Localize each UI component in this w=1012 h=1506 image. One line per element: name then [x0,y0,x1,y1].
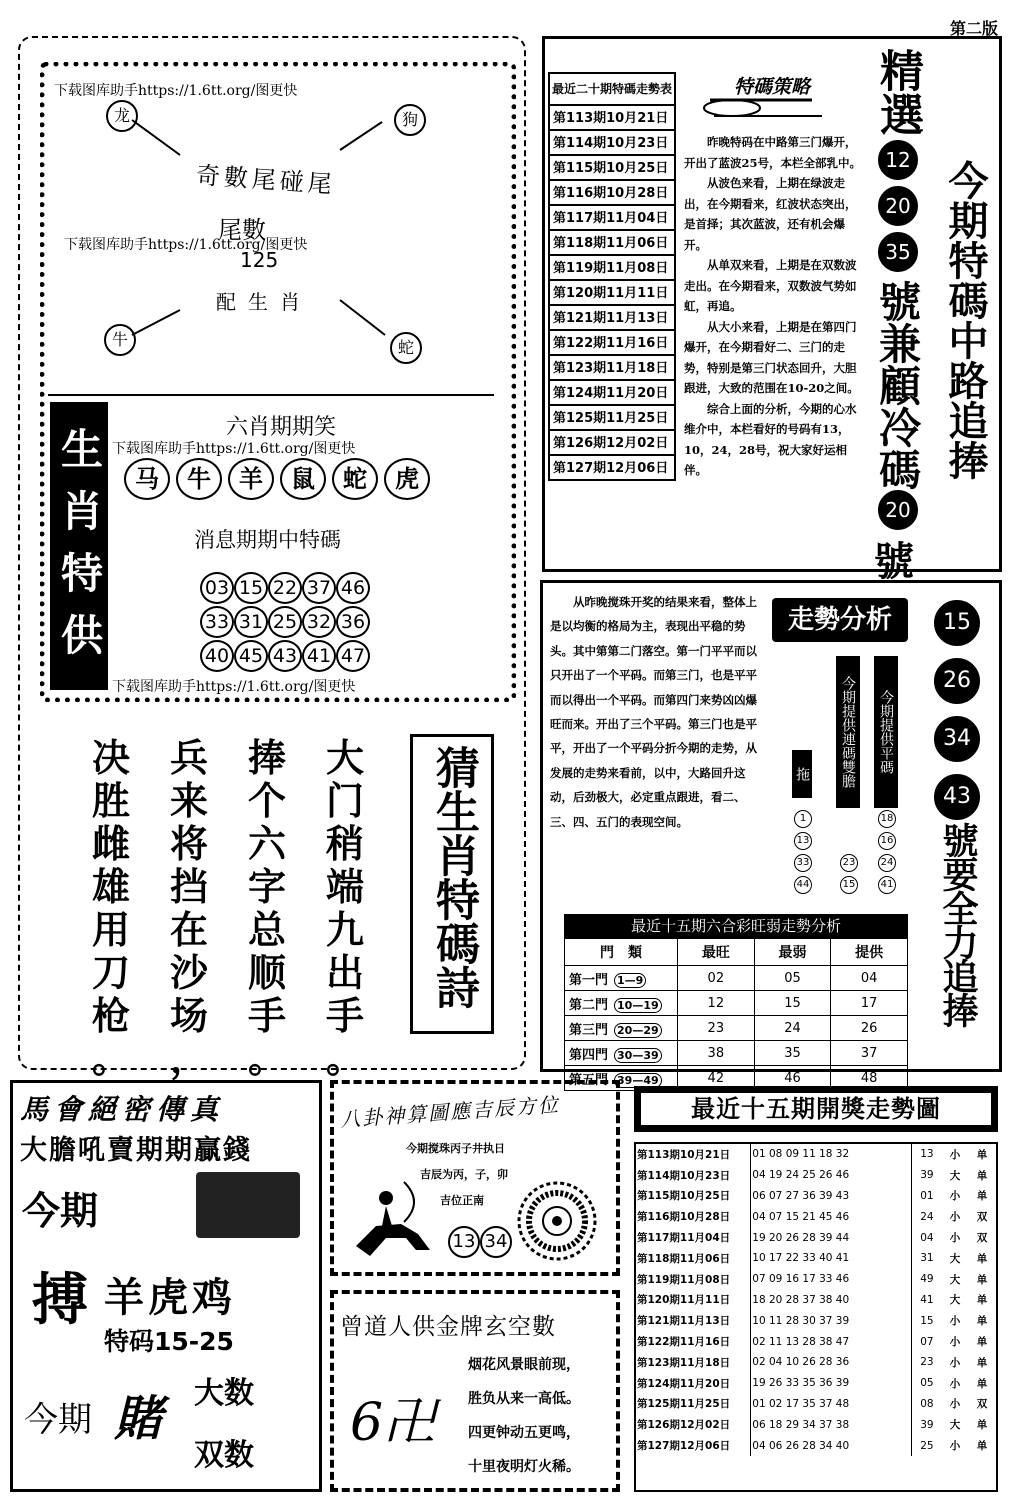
god-line2: 吉辰为丙，子，卯 [420,1168,508,1181]
trend-number: 16 [878,832,896,850]
history-cell: 第122期11月16日 [636,1331,751,1352]
trend-number: 24 [878,854,896,872]
number-ball: 41 [302,640,336,672]
history-cell: 小 [949,1336,961,1349]
tuo-list [794,810,814,898]
history-cell: 18 20 28 37 38 40 [751,1290,912,1311]
period-row: 第126期12月02日 [548,431,676,456]
table-cell: 17 [831,991,908,1016]
poem-title-box [410,734,494,1034]
history-row [636,1394,996,1415]
period-header: 最近二十期特碼走勢表 [548,72,676,106]
poem-char: 手 [325,993,364,1038]
col-tuo-label: 拖 [792,750,812,798]
history-cell: 小 [949,1356,961,1369]
number-ball: 31 [234,606,268,638]
history-cell: 39 [920,1169,934,1182]
watermark: 下载图库助手https://1.6tt.org/图更快 [112,441,356,457]
history-cell: 07 09 16 17 33 46 [751,1269,912,1290]
number-ball: 45 [234,640,268,672]
poem-char: 。 [247,1036,286,1081]
history-cell: 01 02 17 35 37 48 [751,1394,912,1415]
trend-number: 15 [840,876,858,894]
poem-char: 大 [325,735,364,780]
history-cell: 04 06 26 28 34 40 [751,1435,912,1456]
table-header: 最弱 [754,939,831,966]
animal-row [124,458,430,500]
gold-signature: 6卍 [350,1393,436,1453]
history-cell: 小 [949,1315,961,1328]
animal-chip: 马 [124,458,170,500]
zodiac-ox: 牛 [104,324,136,356]
bagua-icon [516,1180,598,1262]
history-cell: 02 04 10 26 28 36 [751,1352,912,1373]
fax-line1: 馬會絕密傳真 [20,1093,225,1126]
history-cell: 01 [920,1189,934,1202]
zodiac-dog: 狗 [394,104,426,136]
table-header: 提供 [831,939,908,966]
history-cell: 小 [949,1440,961,1453]
god-ball: 13 [448,1226,480,1258]
tail-zodiac-label: 配生肖 [216,290,312,314]
jingxuan-ball: 12 [878,140,918,180]
period-row: 第113期10月21日 [548,106,676,131]
history-cell: 小 [949,1211,961,1224]
history-row [636,1165,996,1186]
history-cell: 02 11 13 28 38 47 [751,1331,912,1352]
history-cell: 第126期12月02日 [636,1414,751,1435]
fax-big: 大数 [194,1376,254,1411]
zodiac-snake: 蛇 [390,332,422,364]
number-ball: 25 [268,606,302,638]
gate-range: 30—39 [614,1048,662,1063]
trend-number: 33 [794,854,812,872]
table-cell: 12 [678,991,755,1016]
table-cell: 04 [831,966,908,991]
period-row: 第118期11月06日 [548,231,676,256]
table-cell: 05 [754,966,831,991]
history-row [636,1227,996,1248]
period-row: 第123期11月18日 [548,356,676,381]
history-cell: 41 [920,1293,934,1306]
history-cell: 31 [920,1252,934,1265]
poem-char: 总 [247,907,286,952]
table-cell: 35 [754,1041,831,1066]
history-cell: 06 18 29 34 37 38 [751,1414,912,1435]
fax-image [196,1172,300,1238]
animal-chip: 蛇 [332,458,378,500]
poem-char: 捧 [247,735,286,780]
table-cell: 48 [831,1066,908,1091]
poem-char: 。 [91,1036,130,1081]
history-cell: 第116期10月28日 [636,1206,751,1227]
cold-ball: 20 [878,490,918,530]
history-row [636,1352,996,1373]
history-row [636,1269,996,1290]
number-ball: 15 [234,572,268,604]
history-cell: 第115期10月25日 [636,1186,751,1207]
history-cell: 双 [976,1232,988,1245]
period-row: 第120期11月11日 [548,281,676,306]
history-cell: 第127期12月06日 [636,1435,751,1456]
history-cell: 大 [949,1252,961,1265]
history-cell: 双 [976,1398,988,1411]
big-vertical-title: 今期特碼中路追捧 [942,160,988,480]
trend-number: 18 [878,810,896,828]
number-grid [200,572,370,672]
history-cell: 双 [976,1211,988,1224]
fax-today1: 今期 [22,1189,99,1233]
poem-char: 挡 [169,864,208,909]
history-row [636,1144,996,1165]
poem-char: 决 [91,735,130,780]
table-cell: 37 [831,1041,908,1066]
poem-char: ， [169,1036,208,1081]
trend-number: 13 [794,832,812,850]
history-cell: 第118期11月06日 [636,1248,751,1269]
history-cell: 小 [949,1232,961,1245]
history-table [636,1144,996,1456]
history-row [636,1373,996,1394]
col-ping-label: 今期提供平碼 [874,656,898,808]
history-title: 最近十五期開獎走勢圖 [641,1093,991,1125]
table-cell: 42 [678,1066,755,1091]
col-lian-label: 今期提供連碼雙膽 [836,656,860,808]
table-row [565,966,908,991]
history-cell: 小 [949,1148,961,1161]
poem-char: 沙 [169,950,208,995]
number-ball: 46 [336,572,370,604]
fax-du: 賭 [114,1391,163,1447]
poem-char: 在 [169,907,208,952]
table-row [565,991,908,1016]
pick-ball: 26 [934,658,980,704]
jingxuan-numbers [878,140,918,272]
table-cell: 38 [678,1041,755,1066]
jingxuan-ball: 35 [878,232,918,272]
trend-badge: 走勢分析 [772,598,908,642]
table-header: 門 類 [565,939,678,966]
history-cell: 19 20 26 28 39 44 [751,1227,912,1248]
fax-bo: 搏 [32,1267,88,1333]
poem-char: 雄 [91,864,130,909]
poem-char: 。 [325,1036,364,1081]
poem-char: 用 [91,907,130,952]
watermark: 下载图库助手https://1.6tt.org/图更快 [112,679,356,695]
animal-chip: 鼠 [280,458,326,500]
history-cell: 10 11 28 30 37 39 [751,1310,912,1331]
history-row [636,1414,996,1435]
poem-column [160,736,218,1080]
history-cell: 单 [976,1356,988,1369]
number-ball: 22 [268,572,302,604]
gold-line: 烟花风景眼前现， [468,1357,580,1373]
strategy-logo [702,72,842,122]
gold-line: 十里夜明灯火稀。 [468,1459,580,1475]
poem-char: 六 [247,821,286,866]
history-cell: 08 [920,1397,934,1410]
gate-range: 10—19 [614,998,662,1013]
strategy-text [684,132,862,481]
history-cell: 第125期11月25日 [636,1394,751,1415]
history-cell: 15 [920,1314,934,1327]
side-banner: 生肖特供 [50,402,108,690]
tail-number: 125 [240,248,279,272]
history-cell: 06 07 27 36 39 43 [751,1186,912,1207]
lian-list [840,854,860,898]
period-row: 第121期11月13日 [548,306,676,331]
poem-char: 兵 [169,735,208,780]
history-cell: 05 [920,1377,934,1390]
strength-table [564,938,908,1091]
pick-text: 號要全力追捧 [937,822,978,1026]
poem-column [238,736,296,1080]
poem-char: 雌 [91,821,130,866]
gate-name: 第二門 [569,997,609,1013]
table-cell [565,991,678,1016]
history-cell: 第119期11月08日 [636,1269,751,1290]
history-cell: 大 [949,1273,961,1286]
poem-char: 场 [169,993,208,1038]
history-row [636,1290,996,1311]
god-ball: 34 [480,1226,512,1258]
history-cell: 单 [976,1169,988,1182]
animal-chip: 羊 [228,458,274,500]
pick-numbers [934,600,982,820]
number-ball: 37 [302,572,336,604]
table-cell: 23 [678,1016,755,1041]
poem-char: 来 [169,778,208,823]
history-cell: 第124期11月20日 [636,1373,751,1394]
god-balls [448,1226,512,1258]
poem-char: 出 [325,950,364,995]
poem-char: 字 [247,864,286,909]
history-row [636,1248,996,1269]
gate-range: 39—49 [614,1073,662,1088]
history-cell: 第120期11月11日 [636,1290,751,1311]
history-cell: 单 [976,1440,988,1453]
history-cell: 第123期11月18日 [636,1352,751,1373]
table-row [565,1016,908,1041]
history-cell: 第121期11月13日 [636,1310,751,1331]
poem-char: 刀 [91,950,130,995]
special-subtitle: 消息期期中特碼 [194,528,341,552]
history-cell: 07 [920,1335,934,1348]
strategy-paragraph: 从波色来看，上期在绿波走出，在今期看来，红波状态突出，是首择；其次蓝波，还有机会爆开。 [684,176,857,252]
history-row [636,1186,996,1207]
history-cell: 单 [976,1419,988,1432]
trend-number: 41 [878,876,896,894]
god-line3: 吉位正南 [440,1194,484,1207]
table-cell: 46 [754,1066,831,1091]
history-cell: 单 [976,1294,988,1307]
history-cell: 24 [920,1210,934,1223]
number-ball: 32 [302,606,336,638]
period-row: 第122期11月16日 [548,331,676,356]
poem-char: 将 [169,821,208,866]
fax-double: 双数 [194,1438,254,1473]
history-cell: 单 [976,1336,988,1349]
god-title: 八卦神算圖應吉辰方位 [339,1092,561,1132]
strength-table-title: 最近十五期六合彩旺弱走勢分析 [564,914,908,938]
poem-grid [82,736,374,1080]
gate-name: 第四門 [569,1047,609,1063]
history-cell: 小 [949,1398,961,1411]
poem-char: 端 [325,864,364,909]
gold-title: 曾道人供金牌玄空數 [340,1314,556,1340]
number-ball: 36 [336,606,370,638]
history-cell: 01 08 09 11 18 32 [751,1144,912,1165]
history-cell: 小 [949,1377,961,1390]
poem-char: 手 [247,993,286,1038]
poem-char: 胜 [91,778,130,823]
history-cell: 第114期10月23日 [636,1165,751,1186]
table-header: 最旺 [678,939,755,966]
fax-animals: 羊虎鸡 [104,1274,236,1321]
trend-number: 44 [794,876,812,894]
history-row [636,1435,996,1456]
page-label: 第二版 [949,19,998,38]
poem-char: 稍 [325,821,364,866]
fax-special: 特码15-25 [104,1327,234,1356]
period-row: 第125期11月25日 [548,406,676,431]
history-cell: 单 [976,1315,988,1328]
poem-column [82,736,140,1080]
history-cell: 单 [976,1190,988,1203]
history-row [636,1206,996,1227]
history-cell: 39 [920,1418,934,1431]
pick-ball: 43 [934,774,980,820]
trend-number: 1 [794,810,812,828]
number-ball: 33 [200,606,234,638]
fax-today2: 今期 [24,1400,92,1440]
trend-number: 23 [840,854,858,872]
history-cell: 大 [949,1419,961,1432]
history-cell: 大 [949,1294,961,1307]
table-cell: 26 [831,1016,908,1041]
poem-char: 九 [325,907,364,952]
fax-line2: 大膽吼賣期期贏錢 [20,1135,252,1166]
history-cell: 04 19 24 25 26 46 [751,1165,912,1186]
gate-range: 20—29 [614,1023,662,1038]
number-ball: 40 [200,640,234,672]
poem-column [316,736,374,1080]
strategy-paragraph: 昨晚特码在中路第三门爆开，开出了蓝波25号，本栏全部乳中。 [684,135,862,170]
history-cell: 小 [949,1190,961,1203]
history-cell: 单 [976,1273,988,1286]
jingxuan-top: 精選 [872,48,923,136]
history-cell: 13 [920,1148,934,1161]
table-cell: 02 [678,966,755,991]
period-row: 第114期10月23日 [548,131,676,156]
period-list [548,72,676,481]
history-cell: 04 07 15 21 45 46 [751,1206,912,1227]
table-cell [565,966,678,991]
gate-name: 第三門 [569,1022,609,1038]
ping-list [878,810,898,898]
poem-char: 枪 [91,993,130,1038]
history-cell: 49 [920,1273,934,1286]
history-row [636,1331,996,1352]
poem-char: 个 [247,778,286,823]
history-cell: 单 [976,1377,988,1390]
table-cell: 24 [754,1016,831,1041]
gate-range: 1—9 [614,973,646,988]
tail-heading: 奇數尾碰尾 [195,161,337,199]
history-cell: 大 [949,1169,961,1182]
zodiac-dragon: 龙 [106,100,138,132]
table-cell [565,1016,678,1041]
history-cell: 第113期10月21日 [636,1144,751,1165]
strategy-paragraph: 综合上面的分析，今期的心水维介中，本栏看好的号码有13，10，24，28号，祝大家好运相伴。 [684,401,857,477]
watermark: 下载图库助手https://1.6tt.org/图更快 [54,83,298,99]
history-cell: 单 [976,1148,988,1161]
gate-name: 第五門 [569,1072,609,1088]
history-cell: 10 17 22 33 40 41 [751,1248,912,1269]
table-cell: 15 [754,991,831,1016]
history-cell: 第117期11月04日 [636,1227,751,1248]
period-row: 第117期11月04日 [548,206,676,231]
period-row: 第116期10月28日 [548,181,676,206]
period-row: 第127期12月06日 [548,456,676,481]
number-ball: 03 [200,572,234,604]
history-cell: 19 26 33 35 36 39 [751,1373,912,1394]
history-cell: 25 [920,1439,934,1452]
gate-name: 第一門 [569,972,609,988]
poem-char: 顺 [247,950,286,995]
history-cell: 单 [976,1252,988,1265]
period-row: 第119期11月08日 [548,256,676,281]
history-cell: 04 [920,1231,934,1244]
cold-suffix: 號 [874,539,914,585]
jingxuan-ball: 20 [878,186,918,226]
strategy-paragraph: 从大小来看，上期是在第四门爆开，在今期看好二、三门的走势，特别是第三门状态回升，大胆跟进，大致的范围在10-20之间。 [684,319,859,395]
strategy-paragraph: 从单双来看，上期是在双数波走出。在今期看来，双数波气势如虹，再追。 [684,258,857,313]
number-ball: 43 [268,640,302,672]
archer-figure [346,1176,436,1262]
table-row [565,1041,908,1066]
history-title-box [634,1086,998,1132]
number-ball: 47 [336,640,370,672]
gold-line: 胜负从来一高低。 [468,1391,580,1407]
gold-line: 四更钟动五更鸣， [468,1425,580,1441]
table-cell [565,1041,678,1066]
history-cell: 23 [920,1356,934,1369]
history-row [636,1310,996,1331]
strategy-title: 特碼策略 [734,76,811,98]
animal-chip: 虎 [384,458,430,500]
pick-ball: 34 [934,716,980,762]
trend-text: 从昨晚搅珠开奖的结果来看，整体上是以均衡的格局为主，表现出平稳的势头。其中第第二门落空。第一门平平而以只开出了一个平码。而第三门，也是平平而以得出一个平码。而第四门来势凶凶爆旺而来。开出了三个平码。第三门也是平平，开出了一个平码分折今期的走势，从发展的走势来看前，以中，大路回升这动，后劲极大，必定重点跟进，看二、三、四、五门的表现空间。 [550,595,757,829]
watermark: 下载图库助手https://1.6tt.org/图更快 [64,237,308,253]
period-row: 第124期11月20日 [548,381,676,406]
divider [48,394,494,396]
poem-title: 猜生肖特碼詩 [428,745,479,1009]
tail-label: 尾數 [218,216,266,244]
period-row: 第115期10月25日 [548,156,676,181]
history-table-wrap [634,1142,998,1492]
pick-ball: 15 [934,600,980,646]
six-zodiac-title: 六肖期期笑 [226,415,337,440]
jingxuan-bottom: 號兼顧冷碼 [873,280,922,490]
poem-char: 门 [325,778,364,823]
animal-chip: 牛 [176,458,222,500]
god-line1: 今期搅珠丙子井执日 [406,1142,505,1155]
strength-table-wrap [564,914,908,1091]
